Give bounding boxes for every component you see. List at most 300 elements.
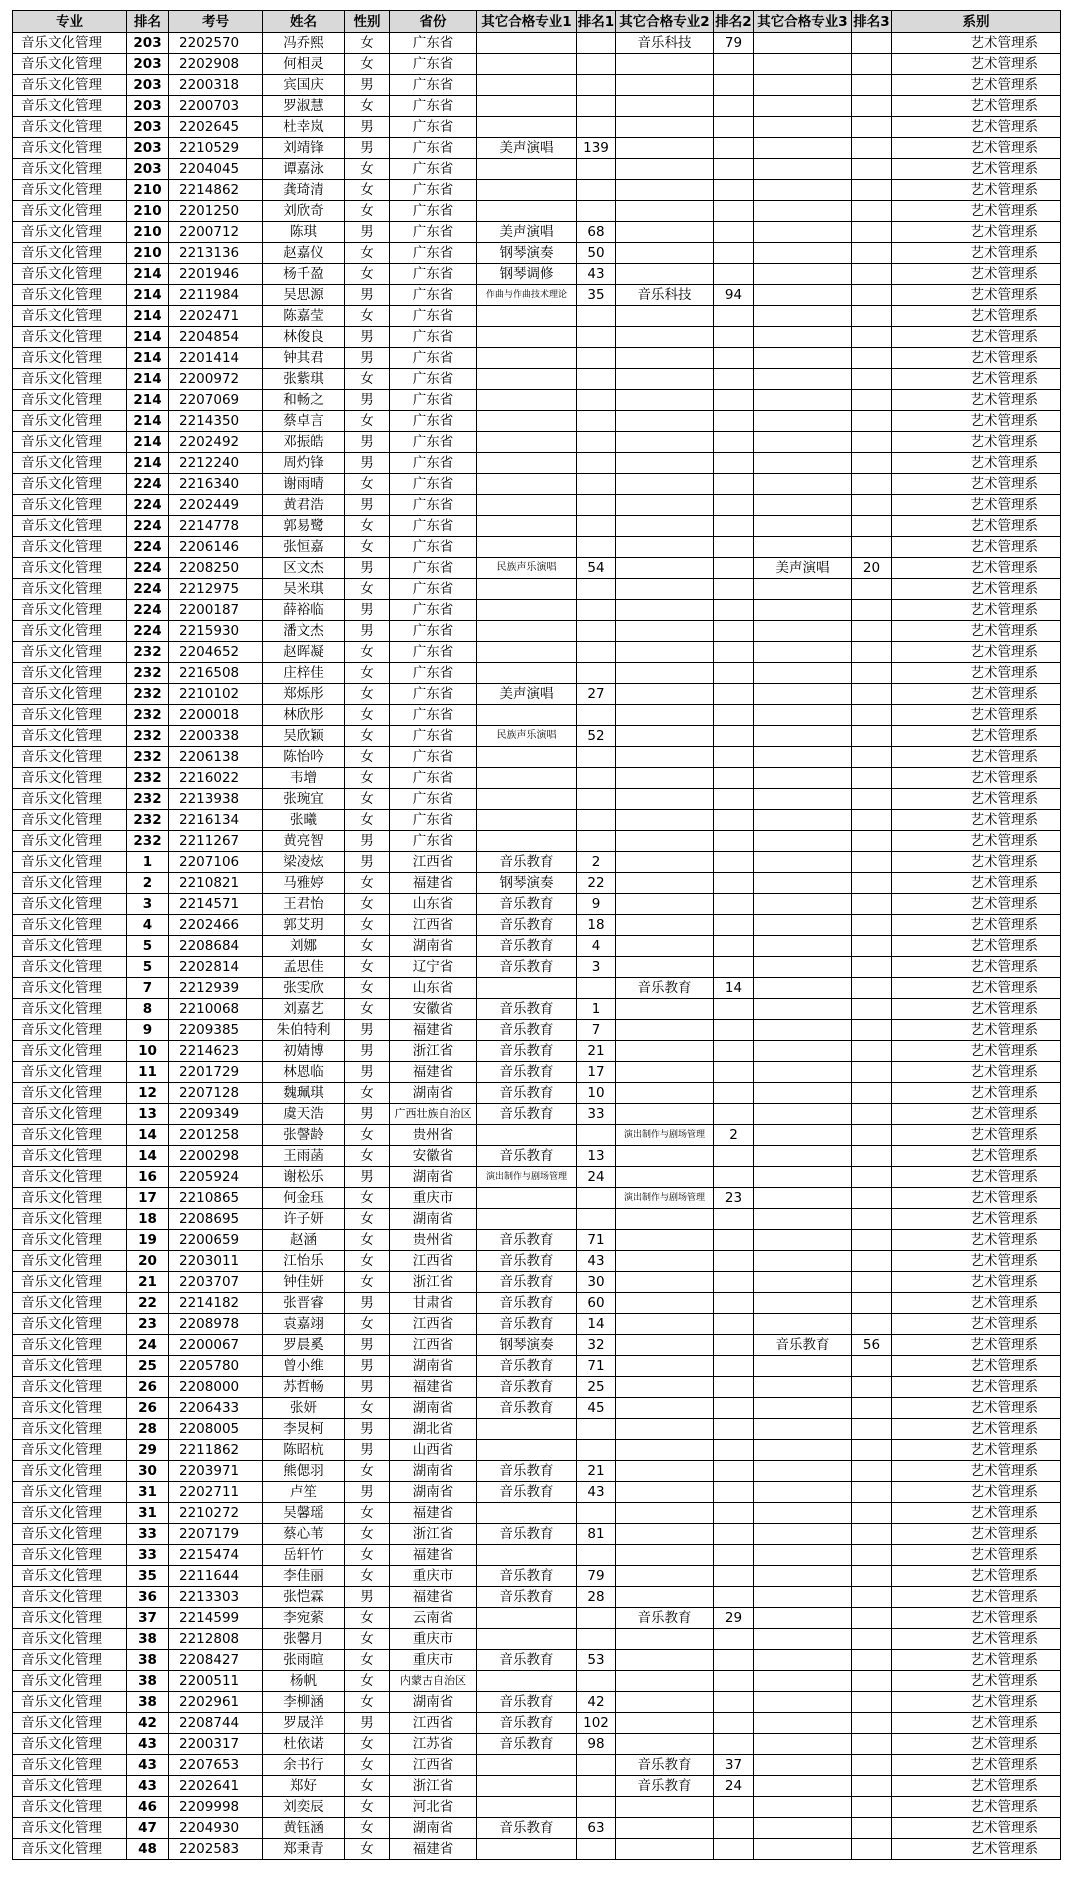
- rank-2-cell[interactable]: [714, 663, 754, 684]
- rank-3-cell[interactable]: [852, 978, 892, 999]
- rank-3-cell[interactable]: [852, 1482, 892, 1503]
- other-major-2-cell[interactable]: [616, 1587, 714, 1608]
- exam-id-cell[interactable]: 2200659: [169, 1230, 263, 1251]
- other-major-2-cell[interactable]: [616, 600, 714, 621]
- province-cell[interactable]: 湖南省: [390, 1356, 477, 1377]
- other-major-2-cell[interactable]: [616, 1146, 714, 1167]
- rank-cell[interactable]: 36: [127, 1587, 169, 1608]
- province-cell[interactable]: 广东省: [390, 831, 477, 852]
- other-major-3-cell[interactable]: [754, 1629, 852, 1650]
- rank-1-cell[interactable]: 3: [577, 957, 616, 978]
- department-cell[interactable]: 艺术管理系: [892, 159, 1061, 180]
- rank-3-cell[interactable]: [852, 684, 892, 705]
- major-cell[interactable]: 音乐文化管理: [13, 1797, 127, 1818]
- rank-cell[interactable]: 232: [127, 684, 169, 705]
- rank-2-cell[interactable]: [714, 747, 754, 768]
- rank-2-cell[interactable]: [714, 1545, 754, 1566]
- other-major-3-cell[interactable]: [754, 1776, 852, 1797]
- province-cell[interactable]: 云南省: [390, 1608, 477, 1629]
- rank-2-cell[interactable]: [714, 1209, 754, 1230]
- name-cell[interactable]: 谢雨晴: [263, 474, 345, 495]
- major-cell[interactable]: 音乐文化管理: [13, 621, 127, 642]
- table-row[interactable]: [13, 1335, 1061, 1356]
- name-cell[interactable]: 杨千盈: [263, 264, 345, 285]
- rank-cell[interactable]: 210: [127, 222, 169, 243]
- gender-cell[interactable]: 男: [345, 1377, 390, 1398]
- rank-cell[interactable]: 4: [127, 915, 169, 936]
- gender-cell[interactable]: 女: [345, 1839, 390, 1860]
- department-cell[interactable]: 艺术管理系: [892, 999, 1061, 1020]
- table-row[interactable]: [13, 1188, 1061, 1209]
- other-major-3-cell[interactable]: [754, 243, 852, 264]
- department-cell[interactable]: 艺术管理系: [892, 1734, 1061, 1755]
- other-major-1-cell[interactable]: [477, 1209, 577, 1230]
- table-row[interactable]: [13, 537, 1061, 558]
- rank-2-cell[interactable]: [714, 516, 754, 537]
- rank-1-cell[interactable]: 21: [577, 1041, 616, 1062]
- province-cell[interactable]: 湖南省: [390, 1461, 477, 1482]
- major-cell[interactable]: 音乐文化管理: [13, 789, 127, 810]
- rank-1-cell[interactable]: 42: [577, 1692, 616, 1713]
- rank-2-cell[interactable]: [714, 1146, 754, 1167]
- rank-2-cell[interactable]: [714, 1335, 754, 1356]
- rank-cell[interactable]: 35: [127, 1566, 169, 1587]
- major-cell[interactable]: 音乐文化管理: [13, 159, 127, 180]
- rank-cell[interactable]: 232: [127, 789, 169, 810]
- table-row[interactable]: [13, 1776, 1061, 1797]
- province-cell[interactable]: 广东省: [390, 726, 477, 747]
- other-major-1-cell[interactable]: 音乐教育: [477, 936, 577, 957]
- province-cell[interactable]: 江西省: [390, 915, 477, 936]
- province-cell[interactable]: 广东省: [390, 558, 477, 579]
- exam-id-cell[interactable]: 2200317: [169, 1734, 263, 1755]
- department-cell[interactable]: 艺术管理系: [892, 957, 1061, 978]
- department-cell[interactable]: 艺术管理系: [892, 327, 1061, 348]
- rank-2-cell[interactable]: [714, 957, 754, 978]
- gender-cell[interactable]: 女: [345, 1692, 390, 1713]
- rank-cell[interactable]: 224: [127, 537, 169, 558]
- rank-1-cell[interactable]: 79: [577, 1566, 616, 1587]
- rank-cell[interactable]: 214: [127, 390, 169, 411]
- other-major-2-cell[interactable]: [616, 1314, 714, 1335]
- major-cell[interactable]: 音乐文化管理: [13, 558, 127, 579]
- gender-cell[interactable]: 女: [345, 705, 390, 726]
- exam-id-cell[interactable]: 2200712: [169, 222, 263, 243]
- major-cell[interactable]: 音乐文化管理: [13, 243, 127, 264]
- other-major-1-cell[interactable]: [477, 663, 577, 684]
- table-row[interactable]: [13, 852, 1061, 873]
- other-major-1-cell[interactable]: [477, 537, 577, 558]
- name-cell[interactable]: 薛裕临: [263, 600, 345, 621]
- other-major-1-cell[interactable]: 作曲与作曲技术理论: [477, 285, 577, 306]
- other-major-3-cell[interactable]: [754, 957, 852, 978]
- other-major-2-cell[interactable]: [616, 831, 714, 852]
- other-major-2-cell[interactable]: [616, 1692, 714, 1713]
- department-cell[interactable]: 艺术管理系: [892, 789, 1061, 810]
- province-cell[interactable]: 浙江省: [390, 1776, 477, 1797]
- rank-1-cell[interactable]: 33: [577, 1104, 616, 1125]
- other-major-3-cell[interactable]: [754, 285, 852, 306]
- exam-id-cell[interactable]: 2208000: [169, 1377, 263, 1398]
- rank-1-cell[interactable]: 35: [577, 285, 616, 306]
- other-major-2-cell[interactable]: [616, 1209, 714, 1230]
- other-major-1-cell[interactable]: 音乐教育: [477, 1398, 577, 1419]
- name-cell[interactable]: 刘欣奇: [263, 201, 345, 222]
- rank-2-cell[interactable]: [714, 726, 754, 747]
- rank-cell[interactable]: 3: [127, 894, 169, 915]
- province-cell[interactable]: 广东省: [390, 516, 477, 537]
- department-cell[interactable]: 艺术管理系: [892, 306, 1061, 327]
- gender-cell[interactable]: 男: [345, 831, 390, 852]
- exam-id-cell[interactable]: 2205924: [169, 1167, 263, 1188]
- rank-3-cell[interactable]: [852, 1167, 892, 1188]
- rank-cell[interactable]: 224: [127, 579, 169, 600]
- rank-1-cell[interactable]: [577, 201, 616, 222]
- rank-2-cell[interactable]: [714, 474, 754, 495]
- rank-1-cell[interactable]: [577, 621, 616, 642]
- exam-id-cell[interactable]: 2202961: [169, 1692, 263, 1713]
- table-row[interactable]: [13, 1377, 1061, 1398]
- other-major-1-cell[interactable]: 美声演唱: [477, 138, 577, 159]
- rank-3-cell[interactable]: [852, 243, 892, 264]
- table-row[interactable]: [13, 768, 1061, 789]
- other-major-1-cell[interactable]: [477, 453, 577, 474]
- province-cell[interactable]: 安徽省: [390, 1146, 477, 1167]
- province-cell[interactable]: 广东省: [390, 306, 477, 327]
- province-cell[interactable]: 广东省: [390, 222, 477, 243]
- major-cell[interactable]: 音乐文化管理: [13, 1167, 127, 1188]
- other-major-2-cell[interactable]: [616, 957, 714, 978]
- gender-cell[interactable]: 女: [345, 1209, 390, 1230]
- province-cell[interactable]: 江西省: [390, 1251, 477, 1272]
- table-row[interactable]: [13, 747, 1061, 768]
- table-row[interactable]: [13, 1272, 1061, 1293]
- rank-cell[interactable]: 232: [127, 747, 169, 768]
- table-row[interactable]: [13, 411, 1061, 432]
- name-cell[interactable]: 吴思源: [263, 285, 345, 306]
- major-cell[interactable]: 音乐文化管理: [13, 96, 127, 117]
- rank-1-cell[interactable]: 10: [577, 1083, 616, 1104]
- rank-cell[interactable]: 43: [127, 1776, 169, 1797]
- other-major-3-cell[interactable]: [754, 1692, 852, 1713]
- major-cell[interactable]: 音乐文化管理: [13, 1377, 127, 1398]
- rank-cell[interactable]: 2: [127, 873, 169, 894]
- table-row[interactable]: [13, 1125, 1061, 1146]
- major-cell[interactable]: 音乐文化管理: [13, 852, 127, 873]
- province-cell[interactable]: 福建省: [390, 1062, 477, 1083]
- rank-cell[interactable]: 203: [127, 117, 169, 138]
- province-cell[interactable]: 广东省: [390, 537, 477, 558]
- gender-cell[interactable]: 男: [345, 1167, 390, 1188]
- department-cell[interactable]: 艺术管理系: [892, 1503, 1061, 1524]
- table-row[interactable]: [13, 327, 1061, 348]
- other-major-3-cell[interactable]: [754, 1755, 852, 1776]
- department-cell[interactable]: 艺术管理系: [892, 1146, 1061, 1167]
- rank-3-cell[interactable]: [852, 1083, 892, 1104]
- rank-3-cell[interactable]: [852, 726, 892, 747]
- rank-3-cell[interactable]: [852, 1461, 892, 1482]
- rank-1-cell[interactable]: 43: [577, 264, 616, 285]
- name-cell[interactable]: 马雅婷: [263, 873, 345, 894]
- other-major-2-cell[interactable]: [616, 936, 714, 957]
- rank-2-cell[interactable]: [714, 1482, 754, 1503]
- major-cell[interactable]: 音乐文化管理: [13, 1587, 127, 1608]
- rank-cell[interactable]: 5: [127, 957, 169, 978]
- gender-cell[interactable]: 女: [345, 159, 390, 180]
- other-major-1-cell[interactable]: 音乐教育: [477, 1524, 577, 1545]
- department-cell[interactable]: 艺术管理系: [892, 1671, 1061, 1692]
- exam-id-cell[interactable]: 2212240: [169, 453, 263, 474]
- gender-cell[interactable]: 女: [345, 684, 390, 705]
- rank-3-cell[interactable]: [852, 642, 892, 663]
- exam-id-cell[interactable]: 2208427: [169, 1650, 263, 1671]
- department-cell[interactable]: 艺术管理系: [892, 1566, 1061, 1587]
- table-row[interactable]: [13, 285, 1061, 306]
- rank-3-cell[interactable]: [852, 285, 892, 306]
- other-major-2-cell[interactable]: [616, 558, 714, 579]
- department-cell[interactable]: 艺术管理系: [892, 180, 1061, 201]
- exam-id-cell[interactable]: 2202814: [169, 957, 263, 978]
- other-major-3-cell[interactable]: [754, 1482, 852, 1503]
- name-cell[interactable]: 江怡乐: [263, 1251, 345, 1272]
- rank-3-cell[interactable]: [852, 1293, 892, 1314]
- table-row[interactable]: [13, 1671, 1061, 1692]
- table-row[interactable]: [13, 642, 1061, 663]
- rank-2-cell[interactable]: [714, 1566, 754, 1587]
- rank-2-cell[interactable]: [714, 1377, 754, 1398]
- table-row[interactable]: [13, 957, 1061, 978]
- name-cell[interactable]: 罗淑慧: [263, 96, 345, 117]
- name-cell[interactable]: 邓振皓: [263, 432, 345, 453]
- rank-cell[interactable]: 16: [127, 1167, 169, 1188]
- other-major-2-cell[interactable]: [616, 726, 714, 747]
- name-cell[interactable]: 张雯欣: [263, 978, 345, 999]
- rank-1-cell[interactable]: 18: [577, 915, 616, 936]
- rank-2-cell[interactable]: [714, 768, 754, 789]
- exam-id-cell[interactable]: 2211862: [169, 1440, 263, 1461]
- other-major-3-cell[interactable]: [754, 264, 852, 285]
- rank-2-cell[interactable]: [714, 495, 754, 516]
- table-row[interactable]: [13, 1650, 1061, 1671]
- rank-cell[interactable]: 232: [127, 663, 169, 684]
- rank-1-cell[interactable]: [577, 642, 616, 663]
- rank-cell[interactable]: 214: [127, 306, 169, 327]
- other-major-3-cell[interactable]: [754, 1041, 852, 1062]
- name-cell[interactable]: 罗晨奚: [263, 1335, 345, 1356]
- department-cell[interactable]: 艺术管理系: [892, 1419, 1061, 1440]
- major-cell[interactable]: 音乐文化管理: [13, 1755, 127, 1776]
- rank-2-cell[interactable]: [714, 180, 754, 201]
- major-cell[interactable]: 音乐文化管理: [13, 201, 127, 222]
- other-major-3-cell[interactable]: [754, 1524, 852, 1545]
- exam-id-cell[interactable]: 2207106: [169, 852, 263, 873]
- rank-2-cell[interactable]: [714, 75, 754, 96]
- other-major-1-cell[interactable]: [477, 180, 577, 201]
- department-cell[interactable]: 艺术管理系: [892, 348, 1061, 369]
- exam-id-cell[interactable]: 2200511: [169, 1671, 263, 1692]
- major-cell[interactable]: 音乐文化管理: [13, 1818, 127, 1839]
- rank-2-cell[interactable]: [714, 1524, 754, 1545]
- province-cell[interactable]: 福建省: [390, 1587, 477, 1608]
- other-major-1-cell[interactable]: [477, 1503, 577, 1524]
- other-major-1-cell[interactable]: 音乐教育: [477, 1377, 577, 1398]
- rank-2-cell[interactable]: [714, 453, 754, 474]
- other-major-1-cell[interactable]: [477, 1839, 577, 1860]
- major-cell[interactable]: 音乐文化管理: [13, 327, 127, 348]
- department-cell[interactable]: 艺术管理系: [892, 1440, 1061, 1461]
- name-cell[interactable]: 赵晖凝: [263, 642, 345, 663]
- gender-cell[interactable]: 女: [345, 1503, 390, 1524]
- other-major-2-cell[interactable]: [616, 243, 714, 264]
- gender-cell[interactable]: 男: [345, 495, 390, 516]
- exam-id-cell[interactable]: 2200972: [169, 369, 263, 390]
- rank-3-cell[interactable]: [852, 1125, 892, 1146]
- table-row[interactable]: [13, 684, 1061, 705]
- name-cell[interactable]: 卢笙: [263, 1482, 345, 1503]
- department-cell[interactable]: 艺术管理系: [892, 75, 1061, 96]
- rank-3-cell[interactable]: [852, 96, 892, 117]
- other-major-2-cell[interactable]: [616, 621, 714, 642]
- major-cell[interactable]: 音乐文化管理: [13, 1440, 127, 1461]
- rank-3-cell[interactable]: [852, 1650, 892, 1671]
- exam-id-cell[interactable]: 2208250: [169, 558, 263, 579]
- rank-cell[interactable]: 29: [127, 1440, 169, 1461]
- rank-cell[interactable]: 214: [127, 264, 169, 285]
- gender-cell[interactable]: 女: [345, 915, 390, 936]
- rank-2-cell[interactable]: [714, 243, 754, 264]
- rank-3-cell[interactable]: [852, 516, 892, 537]
- gender-cell[interactable]: 男: [345, 1713, 390, 1734]
- major-cell[interactable]: 音乐文化管理: [13, 1545, 127, 1566]
- other-major-3-cell[interactable]: [754, 390, 852, 411]
- gender-cell[interactable]: 女: [345, 726, 390, 747]
- exam-id-cell[interactable]: 2207179: [169, 1524, 263, 1545]
- other-major-3-cell[interactable]: [754, 1104, 852, 1125]
- other-major-2-cell[interactable]: 音乐教育: [616, 978, 714, 999]
- major-cell[interactable]: 音乐文化管理: [13, 285, 127, 306]
- other-major-3-cell[interactable]: [754, 579, 852, 600]
- major-cell[interactable]: 音乐文化管理: [13, 810, 127, 831]
- exam-id-cell[interactable]: 2200298: [169, 1146, 263, 1167]
- province-cell[interactable]: 浙江省: [390, 1524, 477, 1545]
- other-major-3-cell[interactable]: [754, 810, 852, 831]
- name-cell[interactable]: 张琬宜: [263, 789, 345, 810]
- rank-2-cell[interactable]: 37: [714, 1755, 754, 1776]
- major-cell[interactable]: 音乐文化管理: [13, 978, 127, 999]
- rank-1-cell[interactable]: [577, 537, 616, 558]
- rank-3-cell[interactable]: [852, 1839, 892, 1860]
- department-cell[interactable]: 艺术管理系: [892, 831, 1061, 852]
- major-cell[interactable]: 音乐文化管理: [13, 747, 127, 768]
- major-cell[interactable]: 音乐文化管理: [13, 306, 127, 327]
- other-major-1-cell[interactable]: [477, 54, 577, 75]
- rank-3-cell[interactable]: [852, 873, 892, 894]
- table-row[interactable]: [13, 915, 1061, 936]
- rank-3-cell[interactable]: [852, 705, 892, 726]
- major-cell[interactable]: 音乐文化管理: [13, 894, 127, 915]
- other-major-2-cell[interactable]: [616, 159, 714, 180]
- other-major-1-cell[interactable]: [477, 579, 577, 600]
- department-cell[interactable]: 艺术管理系: [892, 1272, 1061, 1293]
- department-cell[interactable]: 艺术管理系: [892, 894, 1061, 915]
- other-major-1-cell[interactable]: 音乐教育: [477, 957, 577, 978]
- rank-1-cell[interactable]: 71: [577, 1356, 616, 1377]
- province-cell[interactable]: 广东省: [390, 474, 477, 495]
- gender-cell[interactable]: 男: [345, 390, 390, 411]
- gender-cell[interactable]: 女: [345, 411, 390, 432]
- rank-3-cell[interactable]: [852, 831, 892, 852]
- rank-3-cell[interactable]: 20: [852, 558, 892, 579]
- gender-cell[interactable]: 女: [345, 1650, 390, 1671]
- gender-cell[interactable]: 女: [345, 1818, 390, 1839]
- rank-2-cell[interactable]: [714, 327, 754, 348]
- province-cell[interactable]: 广东省: [390, 243, 477, 264]
- rank-2-cell[interactable]: [714, 537, 754, 558]
- other-major-1-cell[interactable]: [477, 1125, 577, 1146]
- rank-3-cell[interactable]: [852, 1377, 892, 1398]
- major-cell[interactable]: 音乐文化管理: [13, 390, 127, 411]
- table-row[interactable]: [13, 1356, 1061, 1377]
- rank-3-cell[interactable]: [852, 852, 892, 873]
- name-cell[interactable]: 刘靖锋: [263, 138, 345, 159]
- rank-cell[interactable]: 25: [127, 1356, 169, 1377]
- rank-1-cell[interactable]: [577, 1545, 616, 1566]
- rank-2-cell[interactable]: [714, 201, 754, 222]
- other-major-2-cell[interactable]: 音乐教育: [616, 1755, 714, 1776]
- department-cell[interactable]: 艺术管理系: [892, 1041, 1061, 1062]
- province-cell[interactable]: 江西省: [390, 1335, 477, 1356]
- gender-cell[interactable]: 男: [345, 1335, 390, 1356]
- department-cell[interactable]: 艺术管理系: [892, 1545, 1061, 1566]
- gender-cell[interactable]: 男: [345, 558, 390, 579]
- gender-cell[interactable]: 男: [345, 621, 390, 642]
- rank-3-cell[interactable]: [852, 75, 892, 96]
- other-major-3-cell[interactable]: [754, 1503, 852, 1524]
- major-cell[interactable]: 音乐文化管理: [13, 1125, 127, 1146]
- name-cell[interactable]: 郑好: [263, 1776, 345, 1797]
- other-major-1-cell[interactable]: [477, 306, 577, 327]
- gender-cell[interactable]: 女: [345, 642, 390, 663]
- rank-3-cell[interactable]: [852, 1440, 892, 1461]
- major-cell[interactable]: 音乐文化管理: [13, 1482, 127, 1503]
- gender-cell[interactable]: 男: [345, 600, 390, 621]
- other-major-3-cell[interactable]: [754, 978, 852, 999]
- gender-cell[interactable]: 女: [345, 243, 390, 264]
- rank-3-cell[interactable]: [852, 453, 892, 474]
- exam-id-cell[interactable]: 2201414: [169, 348, 263, 369]
- department-cell[interactable]: 艺术管理系: [892, 474, 1061, 495]
- major-cell[interactable]: 音乐文化管理: [13, 1629, 127, 1650]
- table-row[interactable]: [13, 432, 1061, 453]
- other-major-3-cell[interactable]: [754, 1440, 852, 1461]
- province-cell[interactable]: 福建省: [390, 873, 477, 894]
- department-cell[interactable]: 艺术管理系: [892, 1167, 1061, 1188]
- exam-id-cell[interactable]: 2209998: [169, 1797, 263, 1818]
- other-major-2-cell[interactable]: [616, 411, 714, 432]
- other-major-3-cell[interactable]: [754, 516, 852, 537]
- major-cell[interactable]: 音乐文化管理: [13, 516, 127, 537]
- other-major-1-cell[interactable]: 音乐教育: [477, 1020, 577, 1041]
- department-cell[interactable]: 艺术管理系: [892, 852, 1061, 873]
- other-major-2-cell[interactable]: [616, 537, 714, 558]
- rank-cell[interactable]: 31: [127, 1503, 169, 1524]
- exam-id-cell[interactable]: 2214182: [169, 1293, 263, 1314]
- major-cell[interactable]: 音乐文化管理: [13, 180, 127, 201]
- name-cell[interactable]: 韦增: [263, 768, 345, 789]
- major-cell[interactable]: 音乐文化管理: [13, 1419, 127, 1440]
- rank-3-cell[interactable]: [852, 1314, 892, 1335]
- other-major-1-cell[interactable]: 音乐教育: [477, 1587, 577, 1608]
